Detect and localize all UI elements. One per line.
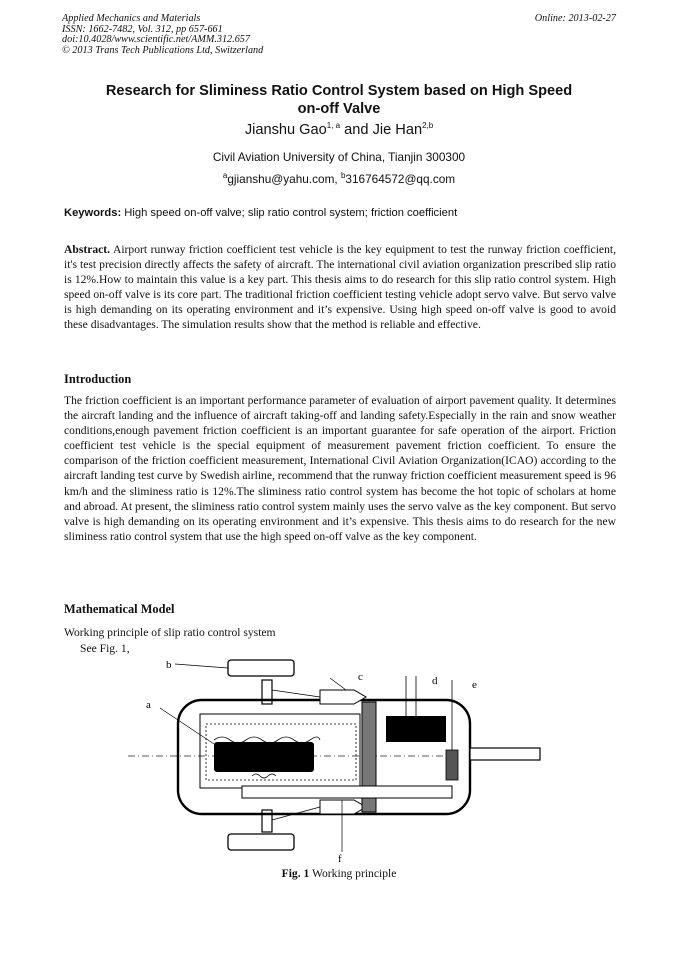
- email-a: gjianshu@yahu.com,: [227, 172, 341, 186]
- keywords-label: Keywords:: [64, 207, 122, 219]
- email-line: [0, 172, 678, 186]
- doi-line: doi:10.4028/www.scientific.net/AMM.312.657: [62, 34, 250, 46]
- keywords-text: High speed on-off valve; slip ratio control system; friction coefficient: [121, 207, 458, 219]
- line-b: [175, 664, 228, 668]
- label-e: e: [472, 679, 477, 691]
- author-2-affil: 2,b: [422, 121, 434, 131]
- brake-pad: [214, 742, 314, 772]
- label-f: f: [338, 853, 342, 865]
- caption-text: Working principle: [309, 867, 397, 880]
- label-c: c: [358, 671, 363, 683]
- output-shaft: [470, 748, 540, 760]
- figure-caption: [0, 867, 678, 880]
- author-list: [0, 122, 678, 138]
- keywords: [64, 207, 616, 219]
- introduction-text: The friction coefficient is an important performance parameter of evaluation of airport pavement quality. It determines the aircraft landing and the influence of aircraft taking-off and landing safety.Especially in the rain and snow weather conditions,enough pavement friction coefficient is an important guarantee for safe operation of the airport. Friction coefficient test vehicle is the special equipment of measurement pavement friction coefficient. To ensure the comparison of the friction coefficient measurement, International Civil Aviation Organization(ICAO) according to the aircraft landing test curve by Swedish airline, recommend that the runway friction coefficient measurement speed is 96 km/h and the sliminess ratio is 12%.The sliminess ratio control system has become the hot topic of scholars at home and abroad. At present, the sliminess ratio control system mainly uses the servo valve as the key component. But servo valve is high demanding on its operating environment and it’s expensive. This thesis aims to do research for the new sliminess ratio control system that use the high speed on-off valve as the key component.: [64, 394, 616, 543]
- math-model-heading: Mathematical Model: [64, 602, 175, 616]
- online-date: Online: 2013-02-27: [534, 13, 616, 24]
- lower-wavy-line: [252, 774, 276, 778]
- abstract-text: Airport runway friction coefficient test vehicle is the key equipment to test the runway friction coefficient, it's test precision directly affects the safety of aircraft. The international civil aviation organization prescribed slip ratio is 12%.How to maintain this value is a key part. This thesis aims to do research for this slip ratio control system. High speed on-off valve is its core part. The traditional friction coefficient testing vehicle adopt servo valve. But servo valve is high demanding on its operating environment and it’s expensive. Using high speed on-off valve is good to avoid these disadvantages. The simulation results show that the method is reliable and effective.: [64, 243, 619, 332]
- line-c: [330, 678, 346, 690]
- email-b-marker: b: [340, 171, 346, 181]
- author-2: Jie Han: [372, 122, 423, 138]
- label-a: a: [146, 699, 151, 711]
- affiliation: Civil Aviation University of China, Tianjin 300300: [212, 150, 466, 164]
- issn-line: ISSN: 1662-7482, Vol. 312, pp 657-661: [62, 23, 223, 35]
- top-wheel: [228, 660, 294, 676]
- see-fig-line: See Fig. 1,: [80, 642, 130, 655]
- label-b: b: [166, 659, 172, 671]
- abstract: [64, 242, 619, 333]
- paper-title: [70, 82, 608, 118]
- email-a-marker: a: [222, 171, 228, 181]
- copyright-line: © 2013 Trans Tech Publications Ltd, Switzerland: [62, 44, 264, 56]
- bottom-wheel: [228, 834, 294, 850]
- working-principle-line: Working principle of slip ratio control system: [64, 626, 276, 639]
- component-e: [446, 750, 458, 780]
- label-d: d: [432, 675, 438, 687]
- author-1-affil: 1, a: [326, 121, 341, 131]
- abstract-label: Abstract.: [64, 243, 111, 256]
- valve-c-upper: [320, 690, 366, 704]
- pipe-top: [272, 690, 320, 697]
- author-1: Jianshu Gao: [244, 122, 327, 138]
- author-joiner: and: [340, 122, 373, 138]
- email-b: 316764572@qq.com: [345, 172, 456, 186]
- piston-rod: [242, 786, 452, 798]
- running-header: [62, 14, 616, 56]
- valve-c-lower: [320, 800, 366, 814]
- title-line-2: on-off Valve: [297, 101, 381, 117]
- on-off-valve-d: [386, 716, 446, 742]
- journal-name: Applied Mechanics and Materials: [62, 13, 201, 24]
- introduction-heading: Introduction: [64, 372, 132, 386]
- caption-label: Fig. 1: [281, 867, 310, 880]
- title-line-1: Research for Sliminess Ratio Control System based on High Speed: [105, 83, 573, 99]
- working-principle-figure: [120, 652, 560, 867]
